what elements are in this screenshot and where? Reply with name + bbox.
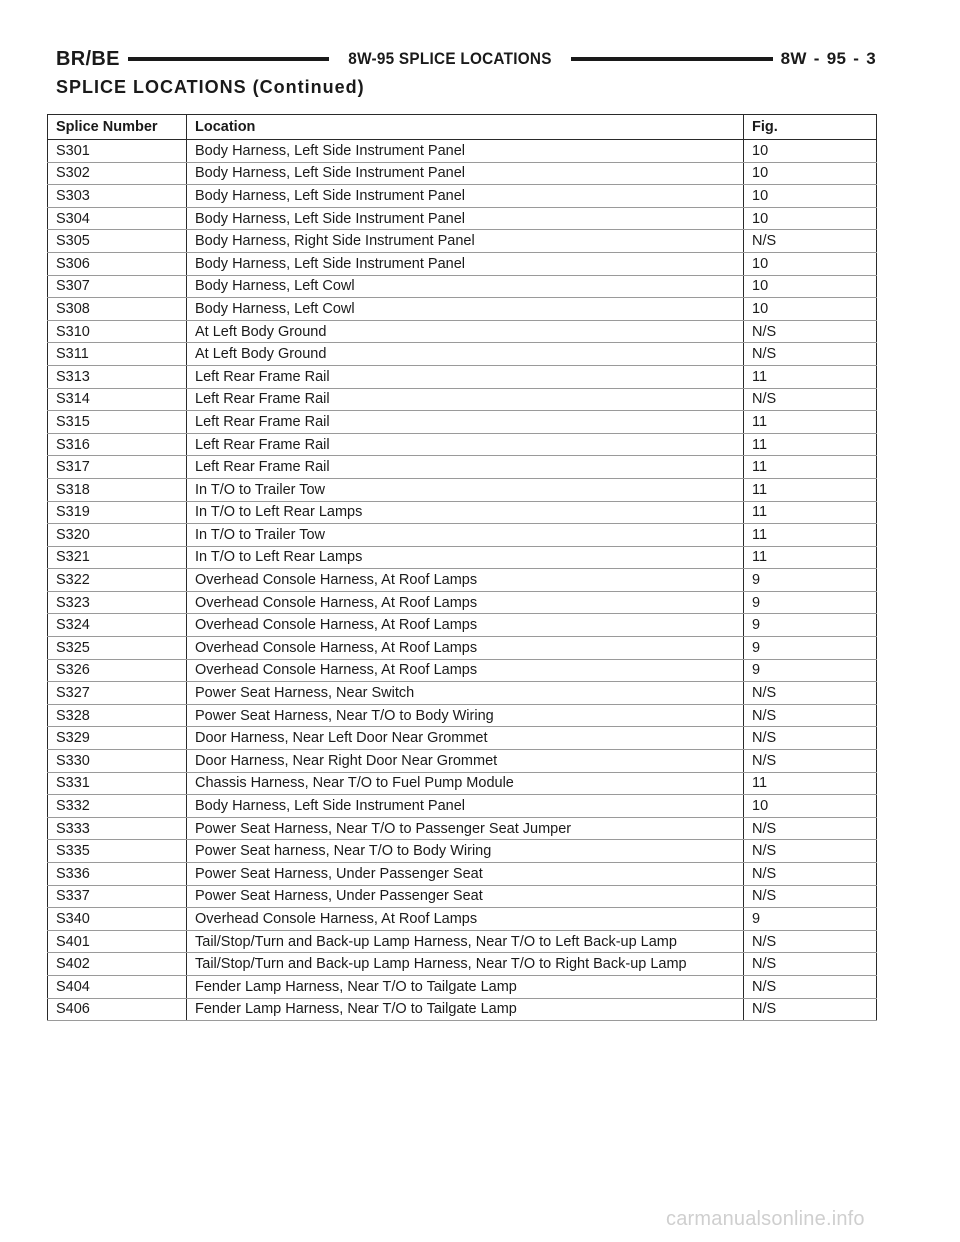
cell-splice-number: S305 [48, 230, 187, 253]
table-row [48, 863, 877, 886]
cell-location: In T/O to Trailer Tow [187, 524, 744, 547]
table-row [48, 795, 877, 818]
cell-location: Overhead Console Harness, At Roof Lamps [187, 908, 744, 931]
cell-fig: N/S [744, 388, 877, 411]
cell-location: Power Seat Harness, Under Passenger Seat [187, 885, 744, 908]
cell-splice-number: S336 [48, 863, 187, 886]
cell-location: Door Harness, Near Left Door Near Grommet [187, 727, 744, 750]
table-row [48, 975, 877, 998]
table-row [48, 546, 877, 569]
cell-splice-number: S301 [48, 140, 187, 163]
cell-fig: N/S [744, 230, 877, 253]
table-row [48, 750, 877, 773]
header-section: 8W-95 SPLICE LOCATIONS [348, 49, 552, 68]
table-body [48, 140, 877, 1021]
cell-splice-number: S314 [48, 388, 187, 411]
cell-splice-number: S324 [48, 614, 187, 637]
cell-splice-number: S319 [48, 501, 187, 524]
cell-fig: 9 [744, 614, 877, 637]
cell-fig: 9 [744, 569, 877, 592]
table-row [48, 343, 877, 366]
cell-splice-number: S321 [48, 546, 187, 569]
cell-splice-number: S306 [48, 252, 187, 275]
cell-splice-number: S325 [48, 637, 187, 660]
table-row [48, 637, 877, 660]
cell-fig: 10 [744, 298, 877, 321]
cell-location: Overhead Console Harness, At Roof Lamps [187, 637, 744, 660]
cell-location: In T/O to Trailer Tow [187, 478, 744, 501]
table-row [48, 659, 877, 682]
cell-location: Left Rear Frame Rail [187, 433, 744, 456]
section-title: SPLICE LOCATIONS (Continued) [56, 77, 365, 97]
cell-fig: 9 [744, 659, 877, 682]
table-row [48, 953, 877, 976]
cell-fig: 11 [744, 365, 877, 388]
cell-splice-number: S322 [48, 569, 187, 592]
table-row [48, 930, 877, 953]
cell-fig: 9 [744, 908, 877, 931]
cell-location: Overhead Console Harness, At Roof Lamps [187, 659, 744, 682]
cell-location: Body Harness, Left Side Instrument Panel [187, 162, 744, 185]
table-row [48, 185, 877, 208]
cell-splice-number: S328 [48, 704, 187, 727]
cell-fig: 11 [744, 524, 877, 547]
cell-fig: 9 [744, 637, 877, 660]
cell-splice-number: S327 [48, 682, 187, 705]
table-row [48, 885, 877, 908]
cell-location: Door Harness, Near Right Door Near Grommet [187, 750, 744, 773]
table-header-row [48, 115, 877, 140]
cell-splice-number: S304 [48, 207, 187, 230]
cell-fig: 11 [744, 433, 877, 456]
cell-splice-number: S323 [48, 591, 187, 614]
table-row [48, 275, 877, 298]
table-row [48, 998, 877, 1021]
cell-location: Overhead Console Harness, At Roof Lamps [187, 569, 744, 592]
table-row [48, 162, 877, 185]
cell-fig: 11 [744, 772, 877, 795]
cell-fig: 11 [744, 411, 877, 434]
cell-splice-number: S402 [48, 953, 187, 976]
cell-location: Body Harness, Left Cowl [187, 298, 744, 321]
cell-splice-number: S302 [48, 162, 187, 185]
table-row [48, 772, 877, 795]
cell-splice-number: S320 [48, 524, 187, 547]
cell-fig: 10 [744, 252, 877, 275]
cell-fig: 11 [744, 456, 877, 479]
cell-fig: 11 [744, 478, 877, 501]
cell-location: At Left Body Ground [187, 320, 744, 343]
cell-location: Left Rear Frame Rail [187, 456, 744, 479]
cell-splice-number: S337 [48, 885, 187, 908]
column-header-location: Location [187, 115, 744, 140]
table-row [48, 433, 877, 456]
cell-splice-number: S401 [48, 930, 187, 953]
cell-fig: 11 [744, 501, 877, 524]
table-row [48, 682, 877, 705]
table-row [48, 727, 877, 750]
cell-location: Body Harness, Left Side Instrument Panel [187, 207, 744, 230]
cell-splice-number: S308 [48, 298, 187, 321]
cell-location: Power Seat Harness, Near Switch [187, 682, 744, 705]
cell-fig: N/S [744, 682, 877, 705]
cell-location: Tail/Stop/Turn and Back-up Lamp Harness, Near T/O to Left Back-up Lamp [187, 930, 744, 953]
cell-location: Body Harness, Left Side Instrument Panel [187, 140, 744, 163]
table-row [48, 614, 877, 637]
cell-fig: N/S [744, 930, 877, 953]
table-row [48, 230, 877, 253]
table-row [48, 365, 877, 388]
cell-location: In T/O to Left Rear Lamps [187, 501, 744, 524]
cell-fig: N/S [744, 953, 877, 976]
cell-fig: N/S [744, 840, 877, 863]
cell-splice-number: S311 [48, 343, 187, 366]
header-model: BR/BE [56, 47, 120, 70]
cell-splice-number: S329 [48, 727, 187, 750]
cell-splice-number: S310 [48, 320, 187, 343]
cell-splice-number: S331 [48, 772, 187, 795]
table-row [48, 704, 877, 727]
table-row [48, 817, 877, 840]
cell-location: Left Rear Frame Rail [187, 365, 744, 388]
cell-fig: N/S [744, 975, 877, 998]
cell-location: Body Harness, Left Side Instrument Panel [187, 252, 744, 275]
cell-splice-number: S340 [48, 908, 187, 931]
cell-fig: 10 [744, 140, 877, 163]
table-row [48, 140, 877, 163]
watermark: carmanualsonline.info [666, 1208, 865, 1230]
cell-location: Body Harness, Left Side Instrument Panel [187, 185, 744, 208]
cell-location: Tail/Stop/Turn and Back-up Lamp Harness, Near T/O to Right Back-up Lamp [187, 953, 744, 976]
table-row [48, 320, 877, 343]
cell-location: Overhead Console Harness, At Roof Lamps [187, 614, 744, 637]
cell-splice-number: S315 [48, 411, 187, 434]
page-header [56, 47, 876, 71]
cell-location: At Left Body Ground [187, 343, 744, 366]
cell-fig: 11 [744, 546, 877, 569]
cell-location: Power Seat harness, Near T/O to Body Wiring [187, 840, 744, 863]
table-row [48, 524, 877, 547]
cell-location: Fender Lamp Harness, Near T/O to Tailgate Lamp [187, 998, 744, 1021]
table-row [48, 456, 877, 479]
cell-fig: N/S [744, 750, 877, 773]
table-row [48, 569, 877, 592]
cell-fig: 9 [744, 591, 877, 614]
cell-splice-number: S313 [48, 365, 187, 388]
cell-fig: 10 [744, 185, 877, 208]
cell-location: Body Harness, Left Side Instrument Panel [187, 795, 744, 818]
cell-location: Body Harness, Left Cowl [187, 275, 744, 298]
cell-splice-number: S326 [48, 659, 187, 682]
cell-splice-number: S330 [48, 750, 187, 773]
cell-fig: N/S [744, 704, 877, 727]
cell-splice-number: S404 [48, 975, 187, 998]
cell-location: In T/O to Left Rear Lamps [187, 546, 744, 569]
cell-splice-number: S307 [48, 275, 187, 298]
cell-location: Left Rear Frame Rail [187, 388, 744, 411]
column-header-splice-number: Splice Number [48, 115, 187, 140]
cell-location: Power Seat Harness, Near T/O to Body Wiring [187, 704, 744, 727]
table-row [48, 207, 877, 230]
cell-fig: 10 [744, 795, 877, 818]
cell-fig: N/S [744, 817, 877, 840]
cell-splice-number: S333 [48, 817, 187, 840]
table-row [48, 840, 877, 863]
cell-fig: 10 [744, 207, 877, 230]
table-row [48, 411, 877, 434]
table-row [48, 388, 877, 411]
header-rule-right [571, 57, 772, 61]
table-row [48, 252, 877, 275]
cell-location: Chassis Harness, Near T/O to Fuel Pump Module [187, 772, 744, 795]
header-page-number: 8W - 95 - 3 [780, 49, 876, 68]
cell-fig: 10 [744, 162, 877, 185]
cell-location: Overhead Console Harness, At Roof Lamps [187, 591, 744, 614]
table-row [48, 591, 877, 614]
cell-fig: N/S [744, 343, 877, 366]
cell-fig: N/S [744, 863, 877, 886]
cell-location: Fender Lamp Harness, Near T/O to Tailgate Lamp [187, 975, 744, 998]
header-rule-left [128, 57, 329, 61]
splice-table [47, 114, 877, 1021]
cell-fig: N/S [744, 320, 877, 343]
table-row [48, 298, 877, 321]
cell-fig: N/S [744, 998, 877, 1021]
cell-splice-number: S317 [48, 456, 187, 479]
cell-location: Power Seat Harness, Under Passenger Seat [187, 863, 744, 886]
cell-splice-number: S303 [48, 185, 187, 208]
cell-splice-number: S318 [48, 478, 187, 501]
table-row [48, 478, 877, 501]
column-header-fig: Fig. [744, 115, 877, 140]
cell-location: Body Harness, Right Side Instrument Panel [187, 230, 744, 253]
table-row [48, 501, 877, 524]
cell-splice-number: S335 [48, 840, 187, 863]
cell-location: Power Seat Harness, Near T/O to Passenger Seat Jumper [187, 817, 744, 840]
cell-location: Left Rear Frame Rail [187, 411, 744, 434]
table-row [48, 908, 877, 931]
cell-fig: N/S [744, 727, 877, 750]
cell-splice-number: S332 [48, 795, 187, 818]
cell-splice-number: S406 [48, 998, 187, 1021]
cell-fig: N/S [744, 885, 877, 908]
cell-splice-number: S316 [48, 433, 187, 456]
cell-fig: 10 [744, 275, 877, 298]
